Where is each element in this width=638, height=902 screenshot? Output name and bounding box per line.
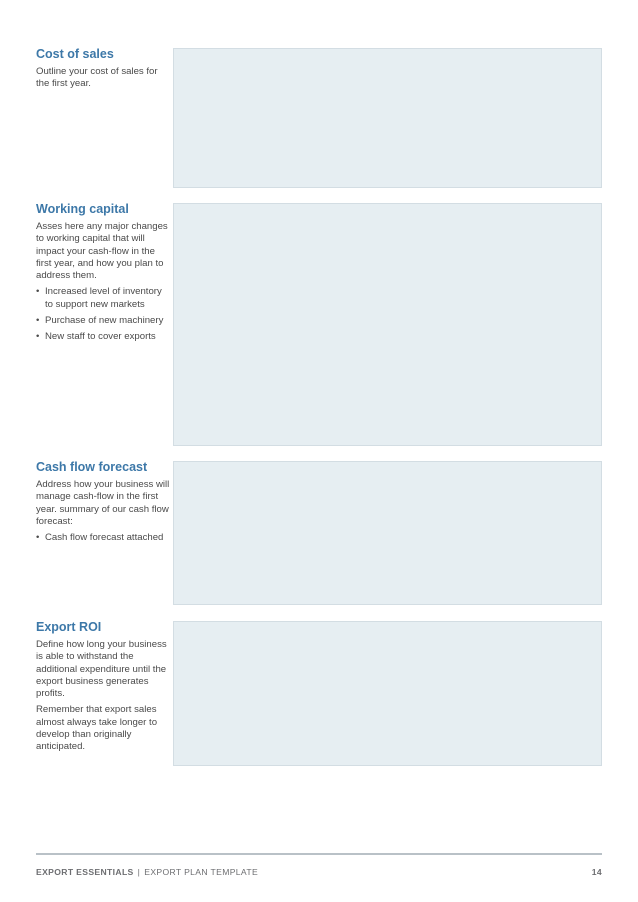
bullet-icon: •	[36, 331, 40, 343]
list-item: • Increased level of inventory to support new markets	[36, 286, 162, 310]
section-paragraph: Remember that export sales almost always take longer to develop than originally anticipated.	[36, 704, 158, 753]
cash-flow-forecast-input-box[interactable]	[173, 461, 602, 605]
cash-flow-forecast-description	[36, 460, 170, 548]
bullet-icon: •	[36, 315, 40, 327]
section-heading: Export ROI	[36, 620, 102, 634]
list-item: • Cash flow forecast attached	[36, 532, 164, 544]
footer-divider	[36, 853, 602, 855]
bullet-list	[36, 532, 170, 544]
footer-section-name: EXPORT PLAN TEMPLATE	[144, 867, 259, 877]
footer-separator: |	[137, 867, 141, 877]
working-capital-input-box[interactable]	[173, 203, 602, 446]
page-footer	[36, 867, 602, 878]
section-paragraph: Define how long your business is able to withstand the additional expenditure until the export business generates profits.	[36, 639, 167, 700]
footer-document-name: EXPORT ESSENTIALS	[36, 867, 134, 877]
section-paragraph: Asses here any major changes to working capital that will impact your cash-flow in the first year, and how you plan to address them.	[36, 221, 168, 282]
section-heading: Working capital	[36, 202, 129, 216]
cost-of-sales-input-box[interactable]	[173, 48, 602, 188]
page-number: 14	[591, 867, 602, 877]
cost-of-sales-description	[36, 47, 170, 95]
section-paragraph: Outline your cost of sales for the first year.	[36, 66, 158, 90]
list-item: • New staff to cover exports	[36, 331, 156, 343]
bullet-icon: •	[36, 286, 40, 298]
bullet-list	[36, 286, 170, 343]
export-roi-description	[36, 620, 170, 758]
export-roi-input-box[interactable]	[173, 621, 602, 766]
list-item: • Purchase of new machinery	[36, 315, 164, 327]
section-paragraph: Address how your business will manage cash-flow in the first year. summary of our cash flow forecast:	[36, 479, 170, 527]
section-heading: Cost of sales	[36, 47, 114, 61]
bullet-icon: •	[36, 532, 40, 544]
working-capital-description	[36, 202, 170, 348]
section-heading: Cash flow forecast	[36, 460, 148, 474]
